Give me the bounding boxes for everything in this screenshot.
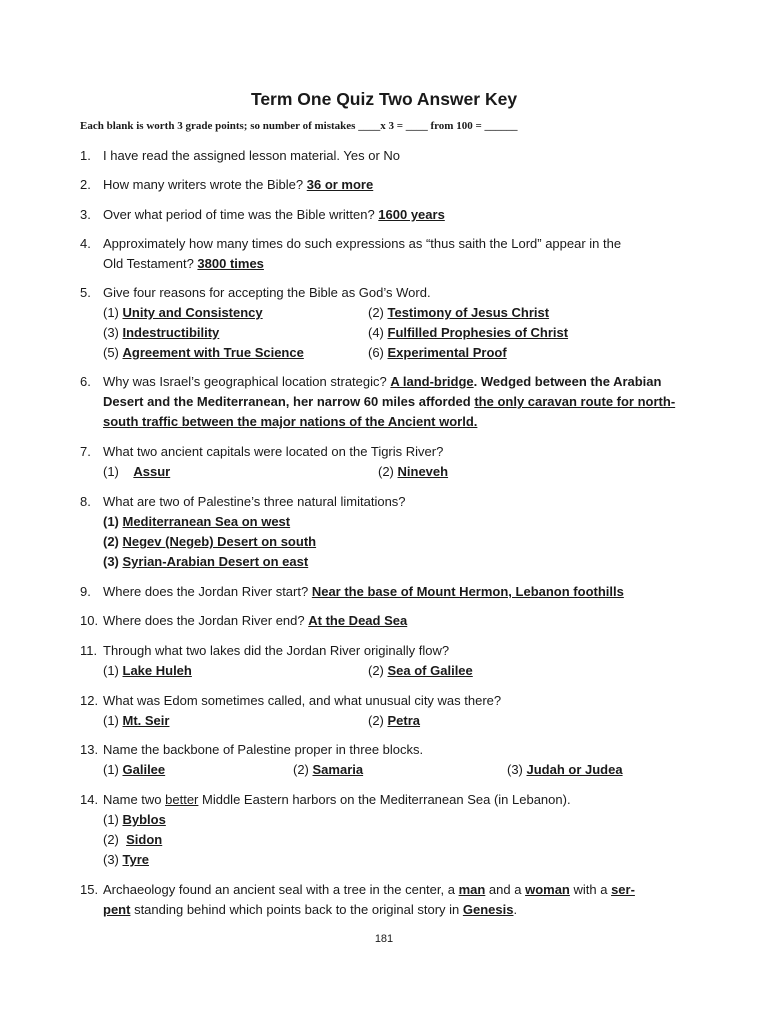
underlined-word: better bbox=[165, 792, 199, 807]
question-8 bbox=[80, 492, 700, 572]
item-number: (4) bbox=[368, 325, 388, 340]
answer: Sidon bbox=[126, 832, 163, 847]
item-number: (1) bbox=[103, 514, 123, 529]
item-number: (3) bbox=[507, 762, 527, 777]
item-number: (1) bbox=[103, 762, 123, 777]
question-number: 14. bbox=[80, 792, 99, 807]
item-number: (3) bbox=[103, 554, 123, 569]
question-text: Name the backbone of Palestine proper in three blocks. bbox=[103, 742, 424, 757]
question-2 bbox=[80, 175, 700, 195]
question-number: 9. bbox=[80, 584, 91, 599]
item-number: (2) bbox=[293, 762, 313, 777]
question-14 bbox=[80, 790, 700, 870]
item-number: (2) bbox=[368, 305, 388, 320]
answer: 36 or more bbox=[306, 177, 374, 192]
question-1 bbox=[80, 146, 700, 166]
question-number: 5. bbox=[80, 285, 91, 300]
question-number: 13. bbox=[80, 742, 99, 757]
question-text-continued: Middle Eastern harbors on the Mediterranean Sea (in Lebanon). bbox=[198, 792, 571, 807]
answer: Petra bbox=[387, 713, 421, 728]
answer: pent bbox=[103, 902, 131, 917]
question-number: 6. bbox=[80, 374, 91, 389]
answer: Negev (Negeb) Desert on south bbox=[122, 534, 317, 549]
item-number: (2) bbox=[378, 464, 398, 479]
answer: the only caravan route for north-south traffic between the major nations of the Ancient world. bbox=[103, 394, 676, 429]
item-number: (2) bbox=[368, 713, 388, 728]
question-number: 11. bbox=[80, 643, 98, 658]
answer: Fulfilled Prophesies of Christ bbox=[387, 325, 569, 340]
question-text: Where does the Jordan River end? bbox=[103, 613, 309, 628]
question-text: What two ancient capitals were located on the Tigris River? bbox=[103, 444, 444, 459]
answer: Lake Huleh bbox=[122, 663, 192, 678]
item-number: (2) bbox=[103, 534, 123, 549]
question-text: Name two bbox=[103, 792, 166, 807]
answer: Byblos bbox=[122, 812, 166, 827]
item-number: (1) bbox=[103, 663, 123, 678]
question-text: Archaeology found an ancient seal with a tree in the center, a bbox=[103, 882, 459, 897]
item-number: (1) bbox=[103, 713, 123, 728]
question-text: How many writers wrote the Bible? bbox=[103, 177, 307, 192]
question-text: What are two of Palestine’s three natural limitations? bbox=[103, 494, 406, 509]
answer: Experimental Proof bbox=[387, 345, 507, 360]
answer: Tyre bbox=[122, 852, 149, 867]
answer: 3800 times bbox=[197, 256, 264, 271]
question-12 bbox=[80, 691, 700, 731]
item-number: (1) bbox=[103, 812, 123, 827]
question-number: 1. bbox=[80, 148, 91, 163]
answer: Galilee bbox=[122, 762, 166, 777]
question-10 bbox=[80, 611, 700, 631]
question-6 bbox=[80, 372, 700, 432]
answer: Indestructibility bbox=[122, 325, 220, 340]
answer: At the Dead Sea bbox=[308, 613, 408, 628]
item-number: (2) bbox=[103, 832, 127, 847]
question-text: and a bbox=[485, 882, 526, 897]
answer: Judah or Judea bbox=[526, 762, 623, 777]
item-number: (1) bbox=[103, 305, 123, 320]
question-number: 8. bbox=[80, 494, 91, 509]
question-text: What was Edom sometimes called, and what unusual city was there? bbox=[103, 693, 502, 708]
answer: Near the base of Mount Hermon, Lebanon foothills bbox=[311, 584, 624, 599]
answer: Sea of Galilee bbox=[387, 663, 473, 678]
question-11 bbox=[80, 641, 700, 681]
question-13 bbox=[80, 740, 700, 780]
question-9 bbox=[80, 582, 700, 602]
item-number: (3) bbox=[103, 852, 123, 867]
question-7 bbox=[80, 442, 700, 482]
answer: Testimony of Jesus Christ bbox=[387, 305, 550, 320]
answer: Nineveh bbox=[397, 464, 449, 479]
question-text-continued: Old Testament? bbox=[103, 256, 198, 271]
question-number: 12. bbox=[80, 693, 99, 708]
question-number: 4. bbox=[80, 236, 91, 251]
question-text: I have read the assigned lesson material. Yes or No bbox=[103, 148, 401, 163]
item-number: (6) bbox=[368, 345, 388, 360]
question-text: Approximately how many times do such expressions as “thus saith the Lord” appear in the bbox=[103, 236, 622, 251]
question-number: 7. bbox=[80, 444, 91, 459]
page-title: Term One Quiz Two Answer Key bbox=[250, 89, 518, 109]
answer: Unity and Consistency bbox=[122, 305, 263, 320]
question-text: Through what two lakes did the Jordan River originally flow? bbox=[103, 643, 450, 658]
question-number: 3. bbox=[80, 207, 91, 222]
question-3 bbox=[80, 205, 700, 225]
answer: Genesis bbox=[462, 902, 514, 917]
answer: man bbox=[458, 882, 486, 897]
item-number: (3) bbox=[103, 325, 123, 340]
question-number: 15. bbox=[80, 882, 99, 897]
question-text: Give four reasons for accepting the Bible as God’s Word. bbox=[103, 285, 431, 300]
question-text: Why was Israel’s geographical location strategic? bbox=[103, 374, 391, 389]
answer: Agreement with True Science bbox=[122, 345, 304, 360]
answer: ser- bbox=[611, 882, 635, 897]
answer: A land-bridge bbox=[390, 374, 474, 389]
answer: woman bbox=[525, 882, 570, 897]
question-text: . bbox=[513, 902, 518, 917]
question-text: Over what period of time was the Bible written? bbox=[103, 207, 379, 222]
question-text: with a bbox=[569, 882, 612, 897]
question-15 bbox=[80, 880, 700, 920]
question-5 bbox=[80, 283, 700, 363]
question-number: 10. bbox=[80, 613, 99, 628]
question-text: standing behind which points back to the original story in bbox=[130, 902, 463, 917]
item-number: (1) bbox=[103, 464, 134, 479]
question-text: Where does the Jordan River start? bbox=[103, 584, 312, 599]
grading-instructions: Each blank is worth 3 grade points; so number of mistakes ____x 3 = ____ from 100 = ______ bbox=[80, 120, 518, 132]
answer-explanation: . Wedged between the Arabian Desert and the Mediterranean, her narrow 60 miles afforded bbox=[103, 374, 662, 409]
answer: Mt. Seir bbox=[122, 713, 170, 728]
answer: Samaria bbox=[312, 762, 364, 777]
item-number: (2) bbox=[368, 663, 388, 678]
item-number: (5) bbox=[103, 345, 123, 360]
answer: Mediterranean Sea on west bbox=[122, 514, 291, 529]
answer: Syrian-Arabian Desert on east bbox=[122, 554, 309, 569]
answer: 1600 years bbox=[378, 207, 445, 222]
answer: Assur bbox=[133, 464, 171, 479]
page-number: 181 bbox=[374, 933, 394, 945]
question-number: 2. bbox=[80, 177, 91, 192]
question-4 bbox=[80, 234, 700, 274]
